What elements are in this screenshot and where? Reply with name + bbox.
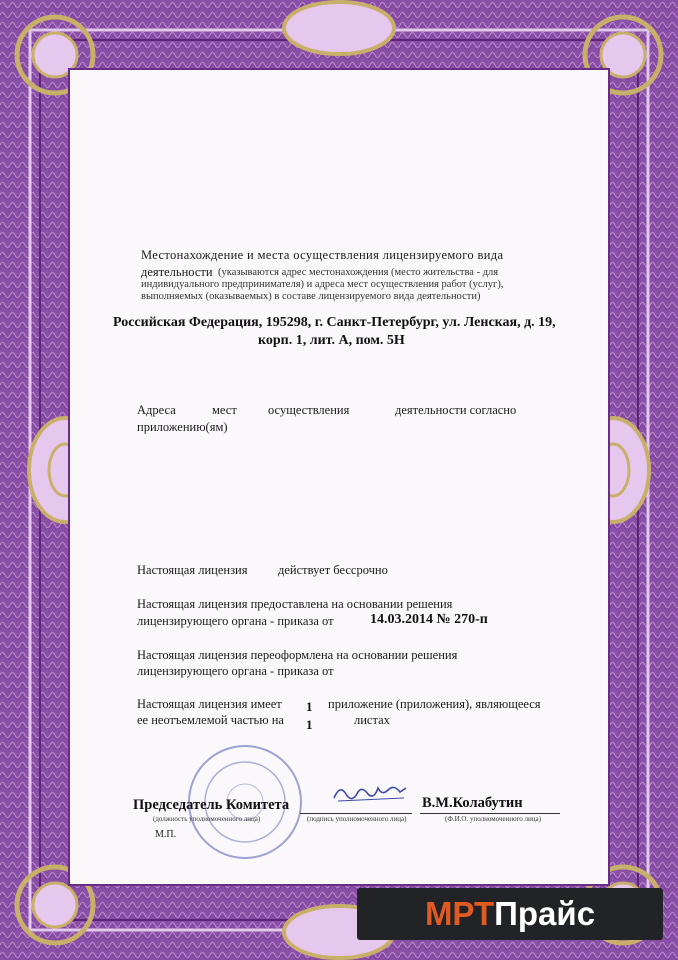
mrtprice-watermark-logo	[357, 888, 663, 940]
address-line1: Российская Федерация, 195298, г. Санкт-Петербург, ул. Ленская, д. 19,	[113, 315, 556, 330]
signature-line	[300, 813, 412, 814]
validity-value: действует бессрочно	[278, 563, 388, 577]
addresses-word2: мест	[212, 403, 237, 417]
signer-position: Председатель Комитета	[133, 797, 290, 813]
caption-name: (Ф.И.О. уполномоченного лица)	[445, 815, 541, 823]
appendix-sheets: 1	[306, 717, 313, 732]
validity-label: Настоящая лицензия	[137, 563, 248, 577]
reissue-line2: лицензирующего органа - приказа от	[137, 664, 334, 678]
reissue-line1: Настоящая лицензия переоформлена на основании решения	[137, 648, 458, 662]
addresses-word3: осуществления	[268, 403, 350, 417]
appendix-line2-a: ее неотъемлемой частью на	[137, 713, 284, 727]
basis-line1: Настоящая лицензия предоставлена на основании решения	[137, 597, 453, 611]
appendix-line1-b: приложение (приложения), являющееся	[328, 697, 541, 711]
top-medallion	[279, 0, 399, 70]
basis-order: 14.03.2014 № 270-п	[370, 612, 488, 627]
location-heading-line2: деятельности	[141, 265, 213, 279]
basis-line2: лицензирующего органа - приказа от	[137, 614, 334, 628]
signer-name: В.М.Колабутин	[422, 795, 523, 811]
seal-place: М.П.	[155, 829, 177, 840]
location-note-line3: выполняемых (оказываемых) в составе лицензируемого вида деятельности)	[141, 291, 481, 302]
caption-signature: (подпись уполномоченного лица)	[307, 815, 407, 823]
handwritten-signature	[330, 780, 410, 806]
appendix-count: 1	[306, 699, 313, 714]
logo-part-1: МРТ	[424, 895, 495, 932]
appendix-line2-b: листах	[354, 713, 390, 727]
location-note-line2: индивидуального предпринимателя) и адреса мест осуществления работ (услуг),	[141, 279, 504, 290]
addresses-line2: приложению(ям)	[137, 420, 228, 434]
address-line2: корп. 1, лит. А, пом. 5Н	[258, 333, 405, 348]
caption-position: (должность уполномоченного лица)	[153, 815, 261, 823]
appendix-line1-a: Настоящая лицензия имеет	[137, 697, 282, 711]
name-line	[420, 813, 560, 814]
logo-part-2: Прайс	[494, 895, 596, 932]
addresses-word4: деятельности согласно	[395, 403, 517, 417]
document-body	[68, 68, 610, 886]
location-heading-line1: Местонахождение и места осуществления лицензируемого вида	[141, 248, 504, 262]
addresses-word1: Адреса	[137, 403, 176, 417]
location-note-line1: (указываются адрес местонахождения (место жительства - для	[218, 267, 499, 278]
